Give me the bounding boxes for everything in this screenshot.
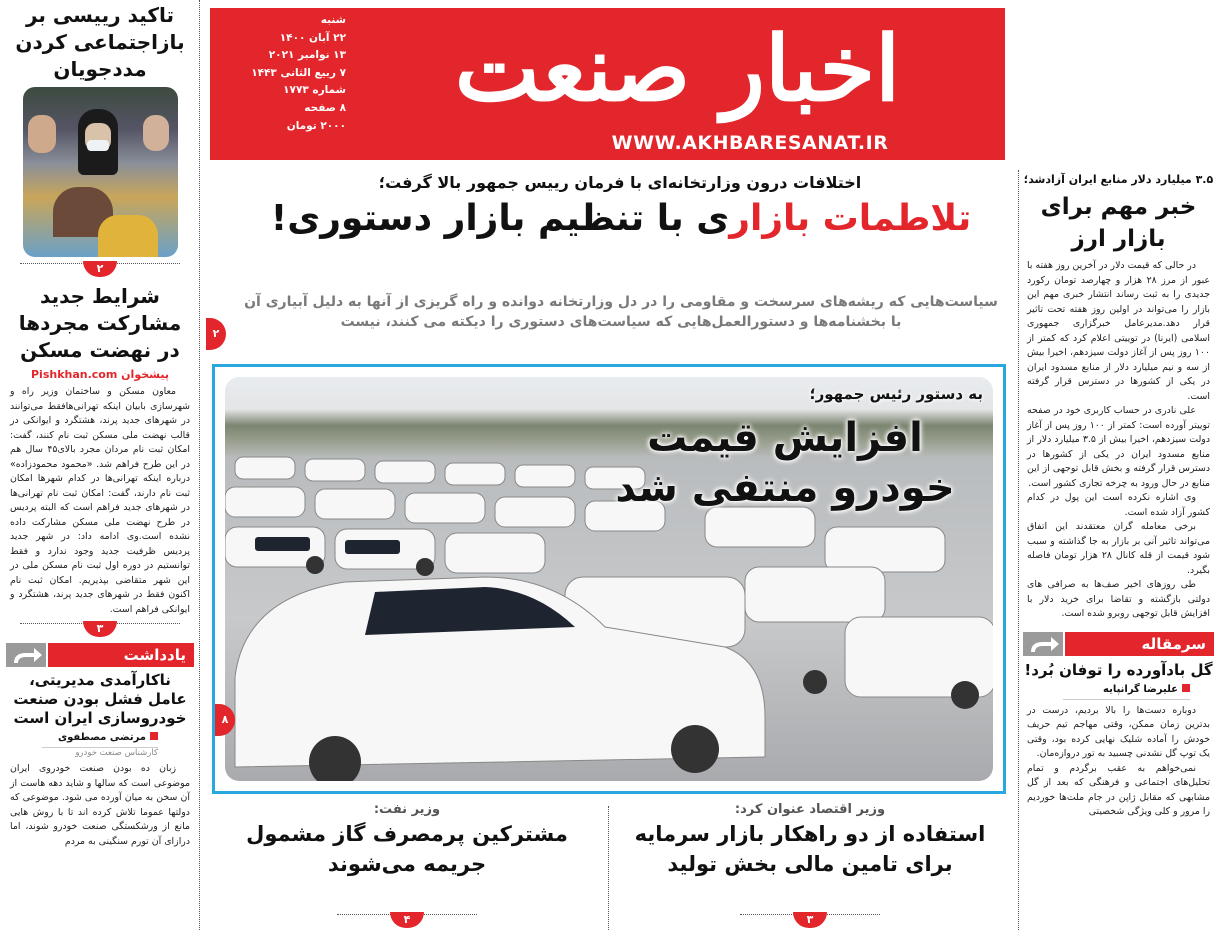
bottom-right-headline[interactable]: استفاده از دو راهکار بازار سرمایه برای تامین مالی بخش تولید	[634, 822, 986, 876]
main-headline[interactable]	[240, 196, 1002, 242]
pishkhan-watermark: پیشخوان Pishkhan.com	[31, 368, 169, 381]
issue-info	[218, 12, 346, 135]
note-headline[interactable]: ناکارآمدی مدیریتی، عامل فشل بودن صنعت خودروسازی ایران است	[13, 671, 187, 727]
editorial-author	[1063, 684, 1190, 700]
author-name: مرتضی مصطفوی	[57, 732, 146, 743]
bottom-left-headline[interactable]: مشترکین پرمصرف گاز مشمول جریمه می‌شوند	[246, 822, 568, 876]
author-marker-icon	[1182, 684, 1190, 692]
website-url[interactable]: WWW.AKHBARESANAT.IR	[611, 132, 889, 154]
left-column	[6, 2, 194, 849]
right-column	[1023, 172, 1214, 820]
paragraph: طی روزهای اخیر صف‌ها به صرافی های دولتی بازگشته و تقاضا برای خرید دلار با افزایش قابل توجهی روبرو شده است.	[1027, 579, 1210, 619]
main-kicker: اختلافات درون وزارتخانه‌ای با فرمان رییس جمهور بالا گرفت؛	[378, 173, 862, 192]
page-badge[interactable]: ۳	[793, 912, 827, 928]
issue-price: ۲۰۰۰ تومان	[286, 119, 346, 132]
editorial-body	[1023, 704, 1214, 820]
badge-row	[6, 261, 194, 279]
paragraph: معاون مسکن و ساختمان وزیر راه و شهرسازی بابیان اینکه تهرانی‌هافقط می‌توانند در شهرهای جدید پرند، هشتگرد و ایوانکی در قالب نهضت ملی مسکن ثبت نام کنند، گفت: امکان ثبت نام مردان مجرد بالای۴۵ سال هم در این طرح فراهم شد. «محمود محمودزاده» درباره اینکه تهرانی‌ها در کدام شهرها امکان ثبت نام دارند، گفت: امکان ثبت نام تهرانی‌ها در شهرهای جدید فراهم است که البته پردیس در طرح نهضت ملی مسکن مشارکت داده نشده است.وی ادامه داد: در شهر جدید پردیس ظرفیت جدید وجود ندارد و فقط توانستیم در دوره اول ثبت نام مسکن ملی در این شهر متقاضی بپذیریم. امکان ثبت نام اکنون فقط در شهرهای جدید پرند، هشتگرد و ایوانکی فراهم است.	[10, 386, 190, 615]
badge-row	[337, 912, 477, 930]
paragraph: وی اشاره نکرده است این پول در کدام کشور آزاد شده است.	[1027, 492, 1210, 518]
right-kicker: ۳.۵ میلیارد دلار منابع ایران آزادشد؛	[1023, 173, 1214, 186]
issue-day: شنبه	[320, 14, 346, 26]
left-top-headline[interactable]: تاکید رییسی بر بازاجتماعی کردن مددجویان	[15, 3, 185, 81]
arrow-icon	[6, 643, 46, 667]
raisi-photo	[23, 87, 178, 257]
bottom-left-story	[212, 801, 602, 930]
main-summary: سیاست‌هایی که ریشه‌های سرسخت و مقاومی را در دل وزارتخانه دوانده و راه گریزی از آنها به دلیل آبیاری آن با بخشنامه‌ها و دستورالعمل‌هایی که سیاست‌های دستوری را دیکته می کنند، نیست	[244, 294, 998, 330]
author-name: علیرضا گرانپایه	[1103, 683, 1178, 695]
issue-date-solar: ۲۲ آبان ۱۴۰۰	[279, 31, 346, 44]
page-badge[interactable]: ۴	[390, 912, 424, 928]
right-headline[interactable]: خبر مهم برای بازار ارز	[1040, 194, 1197, 252]
masthead	[210, 8, 1005, 160]
page-badge[interactable]: ۸	[215, 704, 235, 736]
arrow-icon	[1023, 632, 1063, 656]
main-headline-black: ی با تنظیم بازار دستوری!	[270, 198, 730, 239]
note-author	[6, 732, 194, 743]
left-second-headline[interactable]: شرایط جدید مشارکت مجردها در نهضت مسکن	[18, 284, 182, 362]
bottom-right-story	[614, 801, 1006, 930]
left-second-body	[6, 385, 194, 617]
paragraph: زبان ده بودن صنعت خودروی ایران موضوعی است که سالها و شاید دهه هاست از آن سخن به میان آورده می شود. موضوعی که دولتها عموما تلاش کرده اند تا با روش هایی مانع از ورشکستگی صنعت خودرو شوند، اما درازای آن تورم سنگینی به مردم	[10, 763, 190, 847]
badge-row	[740, 912, 880, 930]
main-headline-red: تلاطمات بازار	[729, 198, 972, 239]
note-section-header	[6, 643, 194, 667]
bottom-left-kicker: وزیر نفت:	[373, 802, 441, 817]
paragraph: در حالی که قیمت دلار در آخرین روز هفته با عبور از مرز ۲۸ هزار و چهارصد تومان رکورد جدیدی را به ثبت رساند انتشار خبری مهم این بازار را می‌تواند در اولین روز هفته تحت تاثیر قرار دهد.مدیرعامل خبرگزاری جمهوری اسلامی (ایرنا) در توییتی اعلام کرد که کمتر از ۱۰۰ روز پس از آغاز دولت سیزدهم، اخیرا بیش از سه و نیم میلیارد دلار از منابع مسدود ایران در یکی از کشورها در دسترس قرار گرفته است.	[1027, 260, 1210, 402]
editorial-section-header	[1023, 632, 1214, 656]
issue-number: شماره ۱۷۷۳	[283, 84, 346, 97]
photo-story-kicker: به دستور رئیس جمهور؛	[809, 385, 983, 403]
paragraph: برخی معامله گران معتقدند این اتفاق می‌تواند تاثیر آنی بر بازار به جا گذاشته و سبب شود قیمت از قله کانال ۲۸ هزار تومان فاصله بگیرد.	[1027, 521, 1210, 576]
section-editorial-label: سرمقاله	[1065, 632, 1214, 656]
photo-story-frame[interactable]	[212, 364, 1006, 794]
note-author-role: کارشناس صنعت خودرو	[42, 747, 158, 758]
photo-story-headline[interactable]: افزایش قیمت خودرو منتفی شد	[615, 415, 955, 511]
issue-pages: ۸ صفحه	[304, 101, 346, 114]
paragraph: علی نادری در حساب کاربری خود در صفحه توییتر آورده است: کمتر از ۱۰۰ روز پس از آغاز دولت سیزدهم، اخیرا بیش از ۳.۵ میلیارد دلار از منابع مسدود ایران در یکی از کشورها در دسترس قرار گرفته و بخش قابل توجهی از این منابع در حال ورود به چرخه تجاری کشور است.	[1027, 405, 1211, 489]
issue-date-lunar: ۷ ربیع الثانی ۱۴۴۳	[251, 66, 346, 79]
right-body	[1023, 259, 1214, 622]
section-note-label: یادداشت	[48, 643, 194, 667]
badge-row	[6, 621, 194, 639]
author-marker-icon	[150, 732, 158, 740]
paragraph: نمی‌خواهم به عقب برگردم و تمام تحلیل‌های اجتماعی و فرهنگی که بعد از گل مشابهی که مقابل ژاپن در جام ملت‌ها خوردیم را مرور و کلی ویژگی شخصیتی	[1027, 762, 1210, 817]
paragraph: دوباره دست‌ها را بالا بردیم، درست در بدترین زمان ممکن، وقتی مهاجم تیم حریف خودش را آماده شلیک نهایی کرده بود، وقتی یک توپ گل نشدنی چسبید به تور دروازه‌مان.	[1027, 704, 1210, 759]
editorial-headline[interactable]: گل بادآورده را توفان بُرد!	[1024, 660, 1213, 679]
bottom-right-kicker: وزیر اقتصاد عنوان کرد:	[734, 802, 886, 817]
page-badge[interactable]: ۳	[83, 621, 117, 637]
logo[interactable]: اخبار صنعت	[454, 16, 901, 122]
note-body	[6, 762, 194, 849]
page-badge[interactable]: ۲	[206, 318, 226, 350]
car-lot-photo	[225, 377, 993, 781]
page-badge[interactable]: ۲	[83, 261, 117, 277]
issue-date-gregorian: ۱۳ نوامبر ۲۰۲۱	[268, 49, 346, 62]
